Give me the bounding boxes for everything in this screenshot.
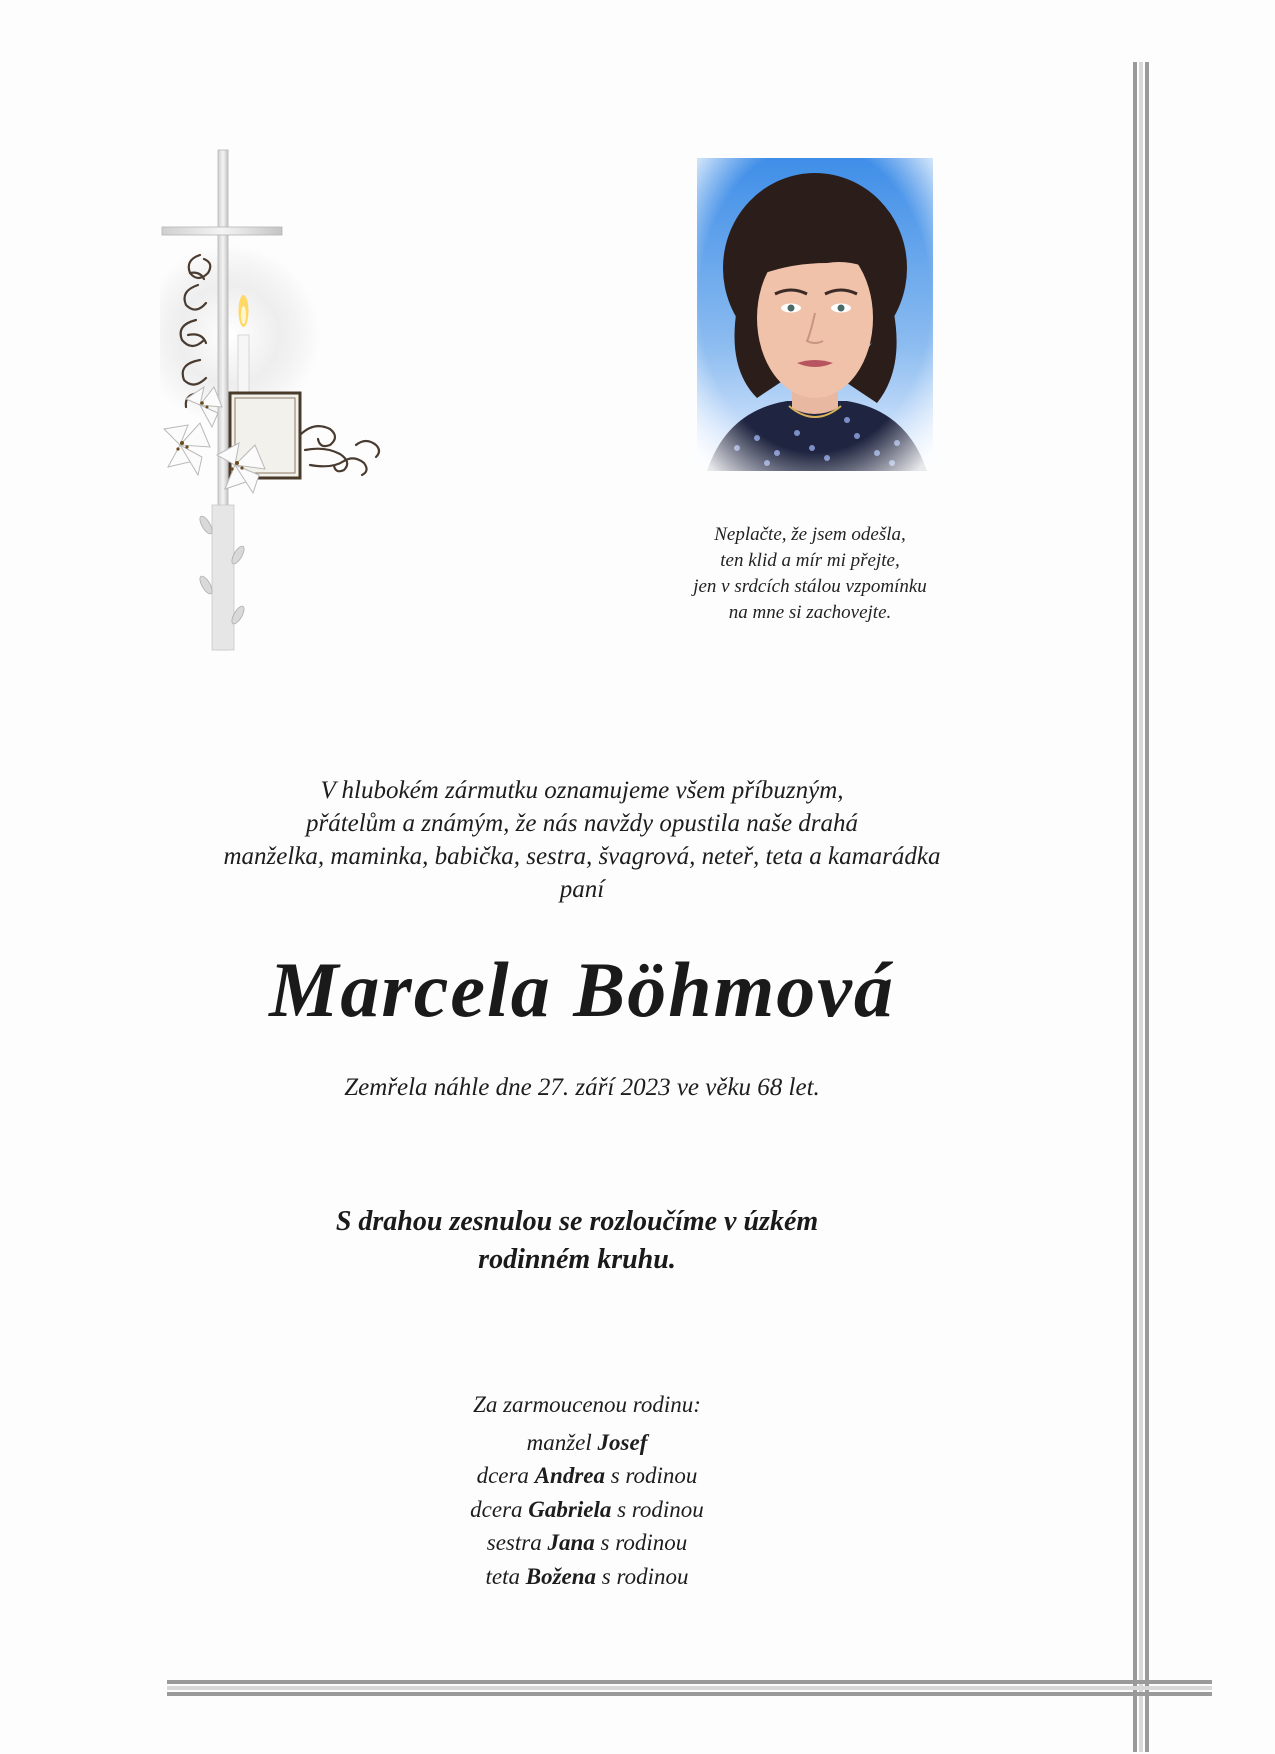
poem-line: ten klid a mír mi přejte,: [720, 550, 900, 571]
frame-vertical-line: [1133, 62, 1149, 1752]
poem-line: na mne si zachovejte.: [728, 602, 892, 623]
family-suffix: s rodinou: [610, 1463, 698, 1488]
family-member-name: Jana: [547, 1530, 595, 1555]
farewell-notice: [187, 1203, 967, 1279]
family-relation: manžel: [526, 1429, 592, 1455]
family-member: [367, 1426, 807, 1460]
farewell-line: rodinném kruhu.: [478, 1244, 676, 1275]
announcement-line: V hlubokém zármutku oznamujeme všem příbuzným,: [320, 777, 844, 804]
family-member: [367, 1493, 807, 1527]
poem-line: jen v srdcích stálou vzpomínku: [693, 576, 927, 597]
family-suffix: s rodinou: [601, 1563, 689, 1589]
announcement: [137, 774, 1027, 906]
family-relation: teta: [485, 1563, 520, 1589]
death-info: Zemřela náhle dne 27. září 2023 ve věku 68 let.: [344, 1074, 820, 1101]
family-relation: sestra: [486, 1530, 542, 1555]
announcement-line: paní: [559, 876, 605, 903]
family-member-name: Josef: [597, 1429, 648, 1455]
announcement-line: manželka, maminka, babička, sestra, švagrová, neteř, teta a kamarádka: [223, 843, 941, 870]
poem: [640, 522, 980, 626]
family-member-name: Gabriela: [528, 1496, 612, 1522]
family-member-name: Božena: [525, 1563, 597, 1589]
family-relation: dcera: [470, 1496, 523, 1522]
family-suffix: s rodinou: [600, 1530, 688, 1555]
frame-horizontal-line: [167, 1680, 1212, 1696]
family-signatures: [367, 1388, 807, 1593]
announcement-line: přátelům a známým, že nás navždy opustila naše drahá: [305, 810, 859, 837]
deceased-name: Marcela Böhmová: [269, 946, 895, 1033]
portrait-photo: [697, 158, 933, 471]
family-heading: Za zarmoucenou rodinu:: [473, 1392, 701, 1417]
family-suffix: s rodinou: [617, 1496, 704, 1522]
poem-line: Neplačte, že jsem odešla,: [714, 524, 906, 545]
farewell-line: S drahou zesnulou se rozloučíme v úzkém: [335, 1206, 819, 1237]
family-member: [367, 1526, 807, 1560]
cross-candle-lilies-icon: [160, 145, 390, 655]
family-member-name: Andrea: [534, 1463, 605, 1488]
family-member: [367, 1560, 807, 1594]
family-member: [367, 1459, 807, 1493]
family-relation: dcera: [476, 1463, 529, 1488]
